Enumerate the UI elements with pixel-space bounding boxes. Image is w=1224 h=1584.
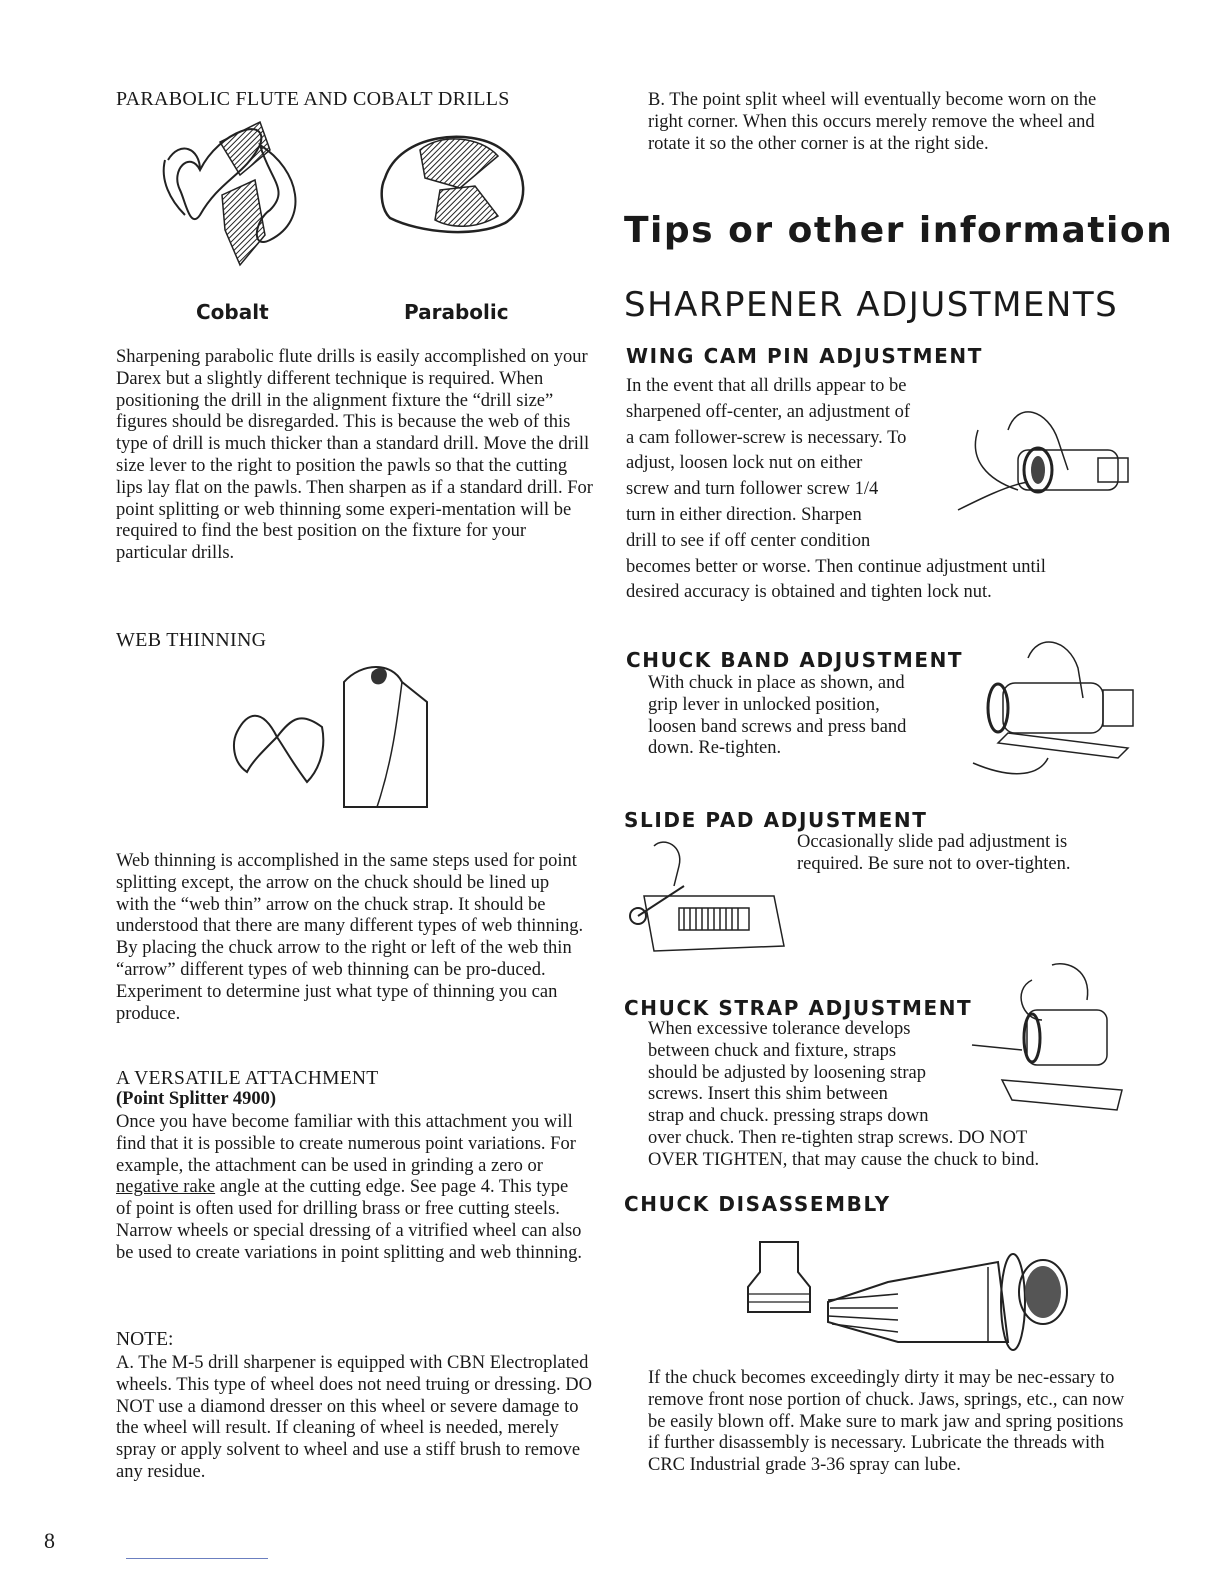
band-line: grip lever in unlocked position,	[648, 694, 880, 715]
wing-line: desired accuracy is obtained and tighten lock nut.	[626, 582, 992, 603]
band-line: With chuck in place as shown, and	[648, 673, 905, 693]
chuck-band-figure	[968, 628, 1148, 793]
cobalt-drill-figure	[160, 120, 330, 270]
parabolic-drill-figure	[380, 128, 530, 238]
chuck-strap-heading: CHUCK STRAP ADJUSTMENT	[624, 996, 973, 1020]
chuck-disassembly-figure	[748, 1232, 1078, 1362]
heading-versatile-attachment: A VERSATILE ATTACHMENT	[116, 1068, 379, 1089]
wing-cam-heading: WING CAM PIN ADJUSTMENT	[626, 344, 983, 368]
slide-line: required. Be sure not to over-tighten.	[797, 853, 1071, 874]
versatile-paragraph	[116, 1112, 586, 1265]
strap-line: screws. Insert this shim between	[648, 1084, 888, 1105]
strap-line: between chuck and fixture, straps	[648, 1040, 897, 1061]
wing-line: becomes better or worse. Then continue adjustment until	[626, 556, 1046, 577]
strap-line: OVER TIGHTEN, that may cause the chuck to bind.	[648, 1149, 1040, 1170]
strap-line: When excessive tolerance develops	[648, 1019, 911, 1039]
parabolic-paragraph: Sharpening parabolic flute drills is easily accomplished on your Darex but a slightly different technique is required. When positioning the drill in the alignment fixture the “drill size” figures should be disregarded. This is because the web of this type of drill is much thicker than a standard drill. Move the drill size lever to the right to position the pawls so that the cutting lips lay flat on the pawls. Then sharpen as if a standard drill. For point splitting or web thinning some experi-mentation will be required to find the best position on the fixture for your particular drills.	[116, 347, 593, 564]
wing-line: turn in either direction. Sharpen	[626, 504, 862, 525]
slide-line: Occasionally slide pad adjustment is	[797, 832, 1068, 852]
page-number: 8	[44, 1528, 55, 1553]
note-b-paragraph: B. The point split wheel will eventually become worn on the right corner. When this occurs merely remove the wheel and rotate it so the other corner is at the right side.	[648, 90, 1097, 154]
band-line: loosen band screws and press band	[648, 716, 907, 737]
heading-web-thinning: WEB THINNING	[116, 629, 267, 651]
chuck-disassembly-paragraph: If the chuck becomes exceedingly dirty it may be nec-essary to remove front nose portion of chuck. Jaws, springs, etc., can now be easily blown off. Make sure to mark jaw and spring positions if further disassembly is necessary. Lubricate the threads with CRC Industrial grade 3-36 spray can lube.	[648, 1368, 1125, 1476]
heading-parabolic-cobalt: PARABOLIC FLUTE AND COBALT DRILLS	[116, 88, 510, 110]
chuck-band-text	[648, 673, 968, 760]
chuck-band-heading: CHUCK BAND ADJUSTMENT	[626, 648, 964, 672]
chuck-strap-figure	[972, 960, 1132, 1125]
tips-title: Tips or other information	[624, 210, 1174, 251]
chuck-disassembly-heading: CHUCK DISASSEMBLY	[624, 1192, 891, 1216]
wing-line: adjust, loosen lock nut on either	[626, 453, 863, 474]
negative-rake-link[interactable]: negative rake	[116, 1177, 216, 1198]
wing-line: drill to see if off center condition	[626, 530, 871, 551]
wing-cam-figure	[948, 390, 1148, 530]
strap-line: strap and chuck. pressing straps down	[648, 1106, 929, 1127]
cobalt-label: Cobalt	[196, 300, 269, 324]
wing-line: a cam follower-screw is necessary. To	[626, 427, 907, 448]
wing-line: In the event that all drills appear to be	[626, 376, 907, 396]
strap-line: should be adjusted by loosening strap	[648, 1062, 926, 1083]
band-line: down. Re-tighten.	[648, 738, 782, 759]
note-heading: NOTE:	[116, 1329, 174, 1350]
sharpener-adjustments-title: SHARPENER ADJUSTMENTS	[624, 285, 1119, 325]
web-thinning-paragraph: Web thinning is accomplished in the same steps used for point splitting except, the arrow on the chuck should be lined up with the “web thin” arrow on the chuck strap. It should be understood that there are many different types of web thinning. By placing the chuck arrow to the right or left of the web thin “arrow” different types of web thinning can be pro-duced. Experiment to determine just what type of thinning you can produce.	[116, 851, 584, 1024]
footer-rule	[126, 1558, 268, 1559]
wing-line: screw and turn follower screw 1/4	[626, 479, 879, 500]
slide-pad-text	[797, 832, 1127, 876]
versatile-text-b: angle at the cutting edge. See page 4. This type of point is often used for drilling brass or free cutting steels. Narrow wheels or special dressing of a vitrified wheel can also be used to create variations in point splitting and web thinning.	[116, 1177, 583, 1263]
slide-pad-heading: SLIDE PAD ADJUSTMENT	[624, 808, 928, 832]
wing-line: sharpened off-center, an adjustment of	[626, 401, 911, 422]
subheading-point-splitter: (Point Splitter 4900)	[116, 1089, 276, 1109]
slide-pad-figure	[624, 836, 794, 966]
versatile-text-a: Once you have become familiar with this attachment you will find that it is possible to create numerous point variations. For example, the attachment can be used in grinding a zero or	[116, 1112, 576, 1176]
web-thinning-figure	[232, 662, 432, 812]
parabolic-label: Parabolic	[404, 300, 509, 324]
strap-line: over chuck. Then re-tighten strap screws. DO NOT	[648, 1127, 1028, 1148]
note-a-paragraph: A. The M-5 drill sharpener is equipped with CBN Electroplated wheels. This type of wheel does not need truing or dressing. DO NOT use a diamond dresser on this wheel or severe damage to the wheel will result. If cleaning of wheel is needed, merely spray or apply solvent to wheel and use a stiff brush to remove any residue.	[116, 1353, 592, 1482]
